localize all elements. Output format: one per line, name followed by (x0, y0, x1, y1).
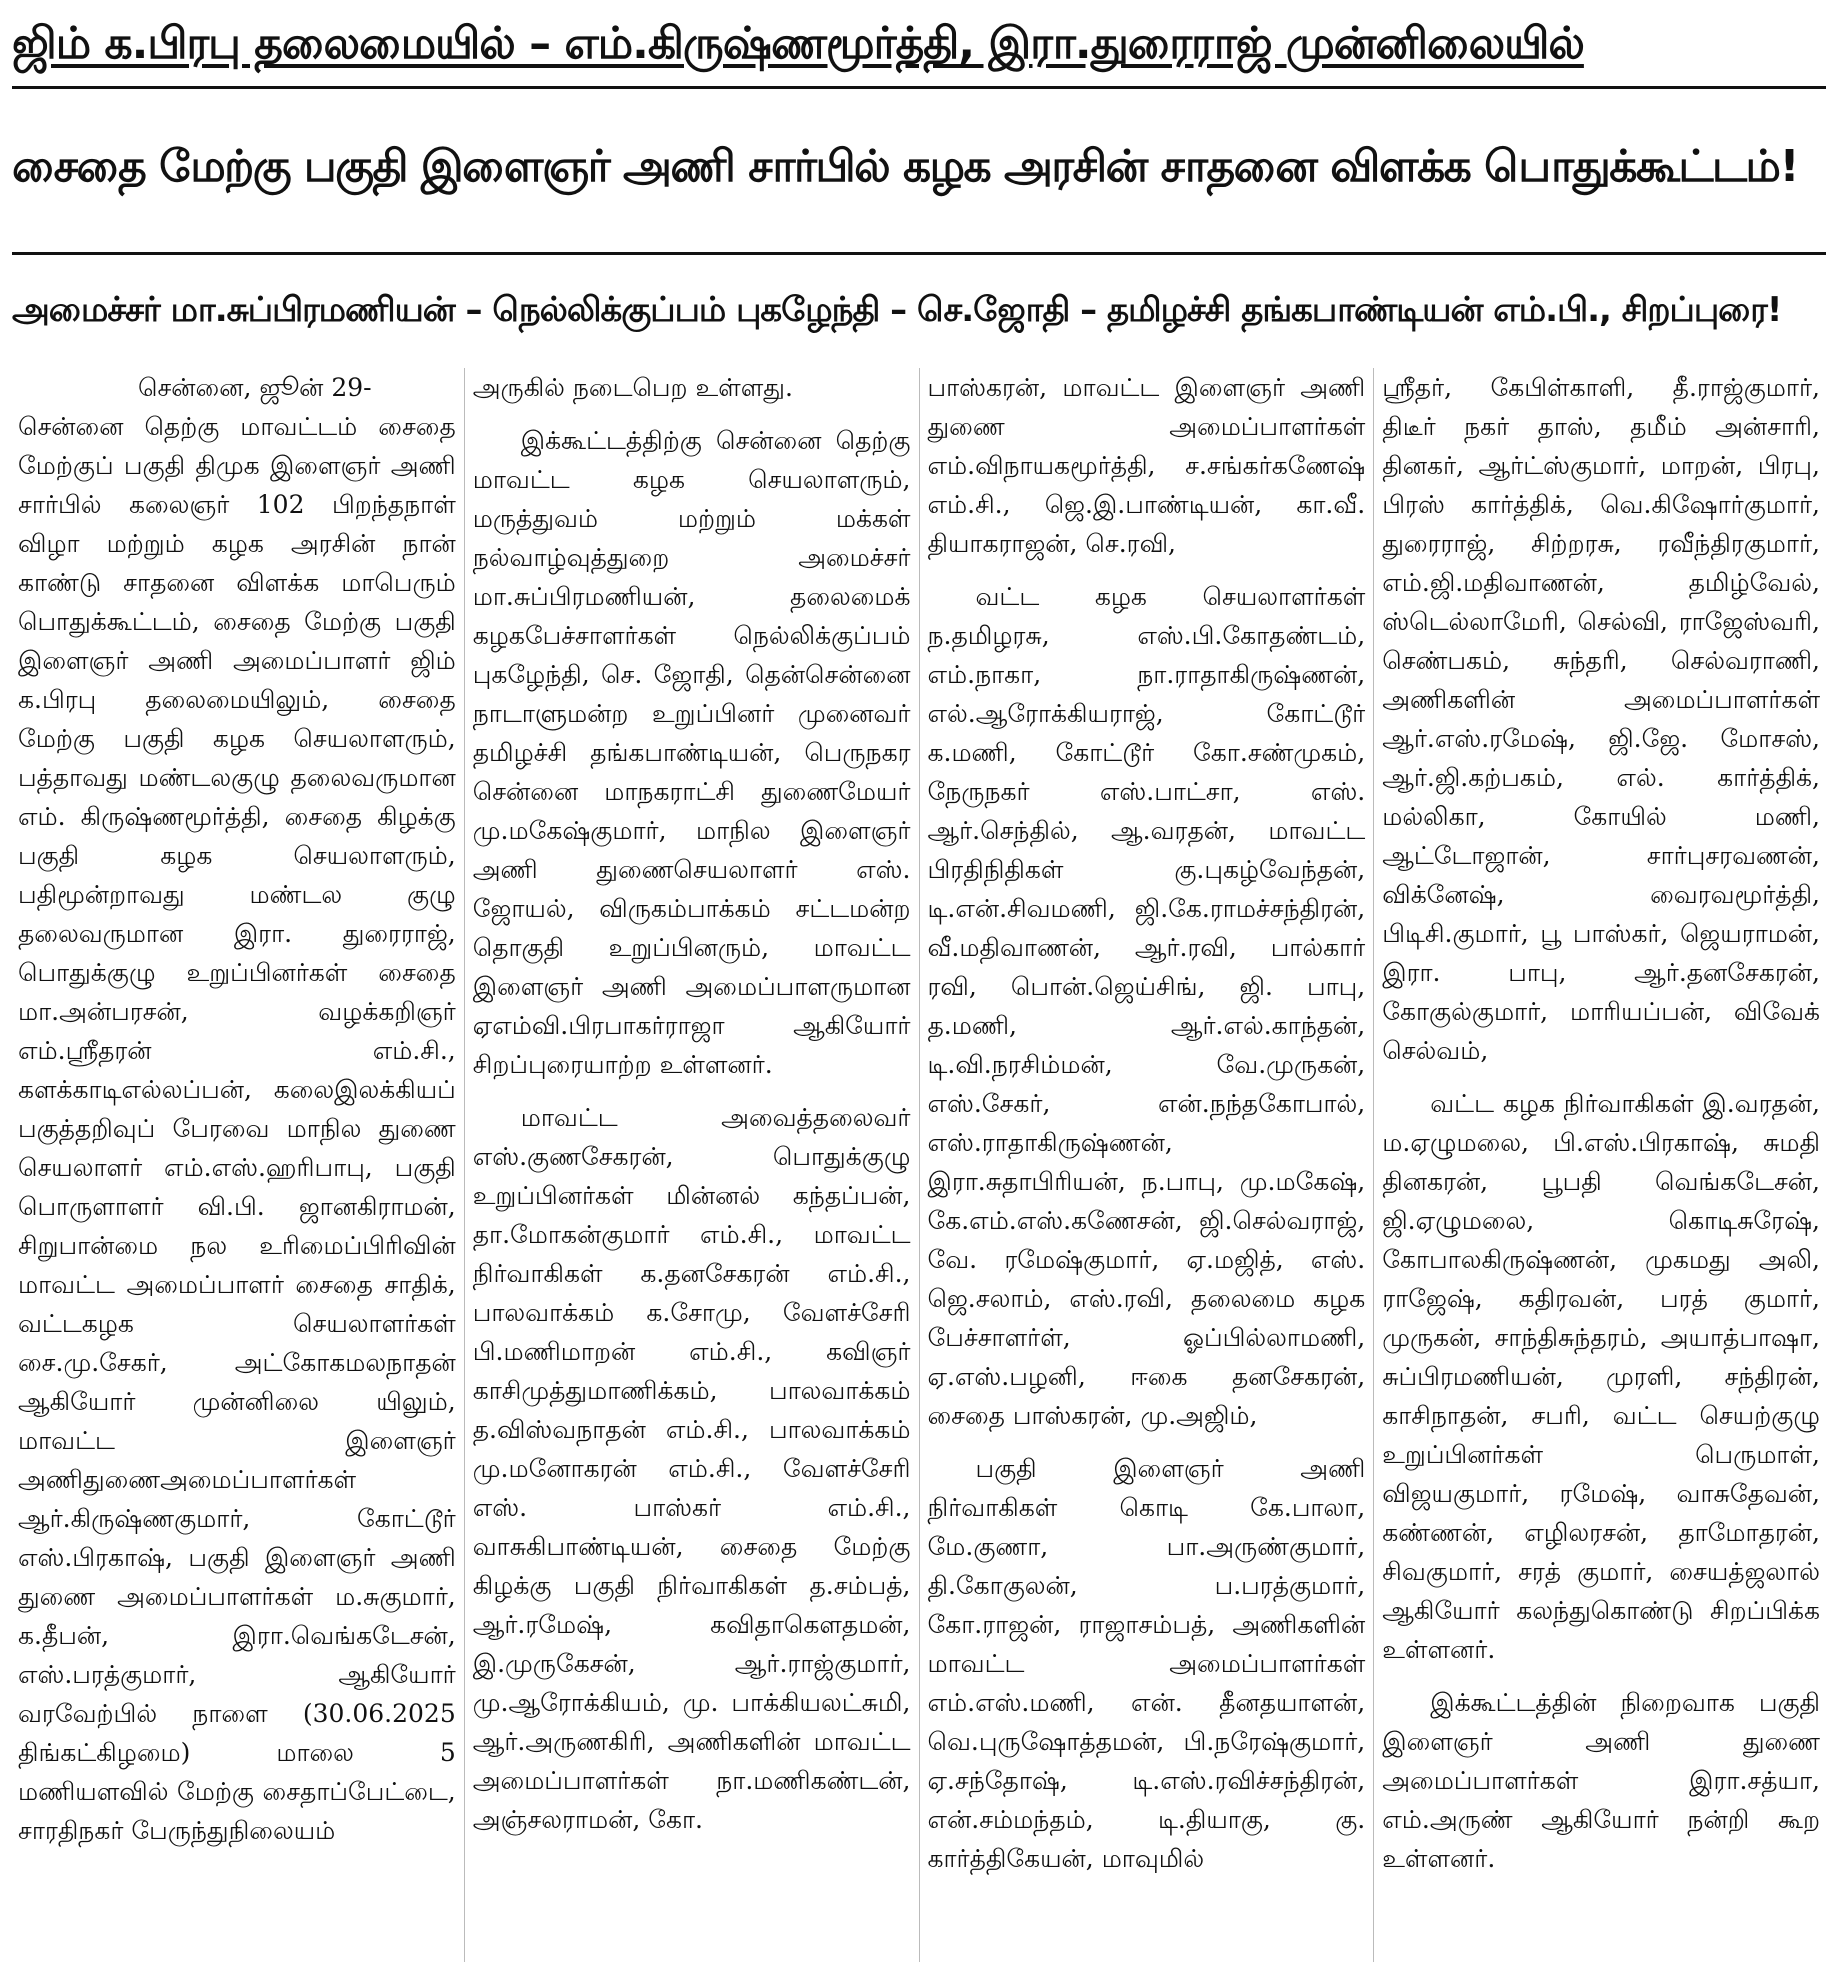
paragraph: ஸ்ரீதர், கேபிள்காளி, தீ.ராஜ்குமார், திடீர் நகர் தாஸ், தமீம் அன்சாரி, தினகர், ஆர்ட்ஸ்குமார், மாறன், பிரபு, பிரஸ் கார்த்திக், வெ.கிஷோர்குமார், துரைராஜ், சிற்றரசு, ரவீந்திரகுமார், எம்.ஜி.மதிவாணன், தமிழ்வேல், ஸ்டெல்லாமேரி, செல்வி, ராஜேஸ்வரி, செண்பகம், சுந்தரி, செல்வராணி, அணிகளின் அமைப்பாளர்கள் ஆர்.எஸ்.ரமேஷ், ஜி.ஜே. மோசஸ், ஆர்.ஜி.கற்பகம், எல். கார்த்திக், மல்லிகா, கோயில் மணி, ஆட்டோஜான், சார்புசரவணன், விக்னேஷ், வைரவமூர்த்தி, பிடிசி.குமார், பூ பாஸ்கர், ஜெயராமன், இரா. பாபு, ஆர்.தனசேகரன், கோகுல்குமார், மாரியப்பன், விவேக் செல்வம், (1382, 373, 1820, 1065)
paragraph: வட்ட கழக செயலாளர்கள் ந.தமிழரசு, எஸ்.பி.கோதண்டம், எம்.நாகா, நா.ராதாகிருஷ்ணன், எல்.ஆரோக்கியராஜ், கோட்டூர் க.மணி, கோட்டூர் கோ.சண்முகம், நேருநகர் எஸ்.பாட்சா, எஸ். ஆர்.செந்தில், ஆ.வரதன், மாவட்ட பிரதிநிதிகள் கு.புகழ்வேந்தன், டி.என்.சிவமணி, ஜி.கே.ராமச்சந்திரன், வீ.மதிவாணன், ஆர்.ரவி, பால்கார் ரவி, பொன்.ஜெய்சிங், ஜி. பாபு, த.மணி, ஆர்.எல்.காந்தன், டி.வி.நரசிம்மன், வே.முருகன், எஸ்.சேகர், என்.நந்தகோபால், எஸ்.ராதாகிருஷ்ணன், இரா.சுதாபிரியன், ந.பாபு, மு.மகேஷ், கே.எம்.எஸ்.கணேசன், ஜி.செல்வராஜ், வே. ரமேஷ்குமார், ஏ.மஜித், எஸ். ஜெ.சலாம், எஸ்.ரவி, தலைமை கழக பேச்சாளர்ள், ஓப்பில்லாமணி, ஏ.எஸ்.பழனி, ஈகை தனசேகரன், சைதை பாஸ்கரன், மு.அஜிம், (927, 582, 1366, 1430)
dateline: சென்னை, ஜூன் 29- (138, 373, 372, 402)
kicker-rule (12, 86, 1826, 89)
paragraph-text: சென்னை தெற்கு மாவட்டம் சைதை மேற்குப் பகுதி திமுக இளைஞர் அணி சார்பில் கலைஞர் 102 பிறந்தநாள் விழா மற்றும் கழக அரசின் நான் காண்டு சாதனை விளக்க மாபெரும் பொதுக்கூட்டம், சைதை மேற்கு பகுதி இளைஞர் அணி அமைப்பாளர் ஜிம் க.பிரபு தலைமையிலும், சைதை மேற்கு பகுதி கழக செயலாளரும், பத்தாவது மண்டலகுழு தலைவருமான எம். கிருஷ்ணமூர்த்தி, சைதை கிழக்கு பகுதி கழக செயலாளரும், பதிமூன்றாவது மண்டல குழு தலைவருமான இரா. துரைராஜ், பொதுக்குழு உறுப்பினர்கள் சைதை மா.அன்பரசன், வழக்கறிஞர் எம்.ஸ்ரீதரன் எம்.சி., களக்காடிஎல்லப்பன், கலைஇலக்கியப் பகுத்தறிவுப் பேரவை மாநில துணை செயலாளர் எம்.எஸ்.ஹரிபாபு, பகுதி பொருளாளர் வி.பி. ஜானகிராமன், சிறுபான்மை நல உரிமைப்பிரிவின் மாவட்ட அமைப்பாளர் சைதை சாதிக், வட்டகழக செயலாளர்கள் சை.மு.சேகர், அட்கோகமலநாதன் ஆகியோர் முன்னிலை யிலும், மாவட்ட இளைஞர் அணிதுணைஅமைப்பாளர்கள் ஆர்.கிருஷ்ணகுமார், கோட்டூர் எஸ்.பிரகாஷ், பகுதி இளைஞர் அணி துணை அமைப்பாளர்கள் ம.சுகுமார், க.தீபன், இரா.வெங்கடேசன், எஸ்.பரத்குமார், ஆகியோர் வரவேற்பில் நாளை (30.06.2025 திங்கட்கிழமை) மாலை 5 மணியளவில் மேற்கு சைதாப்பேட்டை, சாரதிநகர் பேருந்துநிலையம் (18, 412, 456, 1845)
paragraph: இக்கூட்டத்தின் நிறைவாக பகுதி இளைஞர் அணி துணை அமைப்பாளர்கள் இரா.சத்யா, எம்.அருண் ஆகியோர் நன்றி கூற உள்ளனர். (1382, 1688, 1820, 1873)
paragraph: மாவட்ட அவைத்தலைவர் எஸ்.குணசேகரன், பொதுக்குழு உறுப்பினர்கள் மின்னல் கந்தப்பன், தா.மோகன்குமார் எம்.சி., மாவட்ட நிர்வாகிகள் க.தனசேகரன் எம்.சி., பாலவாக்கம் க.சோமு, வேளச்சேரி பி.மணிமாறன் எம்.சி., கவிஞர் காசிமுத்துமாணிக்கம், பாலவாக்கம் த.விஸ்வநாதன் எம்.சி., பாலவாக்கம் மு.மனோகரன் எம்.சி., வேளச்சேரி எஸ். பாஸ்கர் எம்.சி., வாசுகிபாண்டியன், சைதை மேற்கு கிழக்கு பகுதி நிர்வாகிகள் த.சம்பத், ஆர்.ரமேஷ், கவிதாகௌதமன், இ.முருகேசன், ஆர்.ராஜ்குமார், மு.ஆரோக்கியம், மு. பாக்கியலட்சுமி, ஆர்.அருணகிரி, அணிகளின் மாவட்ட அமைப்பாளர்கள் நா.மணிகண்டன், அஞ்சலராமன், கோ. (472, 1103, 911, 1834)
paragraph: இக்கூட்டத்திற்கு சென்னை தெற்கு மாவட்ட கழக செயலாளரும், மருத்துவம் மற்றும் மக்கள் நல்வாழ்வுத்துறை அமைச்சர் மா.சுப்பிரமணியன், தலைமைக் கழகபேச்சாளர்கள் நெல்லிக்குப்பம் புகழேந்தி, செ. ஜோதி, தென்சென்னை நாடாளுமன்ற உறுப்பினர் முனைவர் தமிழச்சி தங்கபாண்டியன், பெருநகர சென்னை மாநகராட்சி துணைமேயர் மு.மகேஷ்குமார், மாநில இளைஞர் அணி துணைசெயலாளர் எஸ். ஜோயல், விருகம்பாக்கம் சட்டமன்ற தொகுதி உறுப்பினரும், மாவட்ட இளைஞர் அணி அமைப்பாளருமான ஏஎம்வி.பிரபாகர்ராஜா ஆகியோர் சிறப்புரையாற்ற உள்ளனர். (472, 426, 911, 1079)
subheadline: அமைச்சர் மா.சுப்பிரமணியன் – நெல்லிக்குப்பம் புகழேந்தி – செ.ஜோதி – தமிழச்சி தங்கபாண்டியன் எம்.பி., சிறப்புரை! (12, 290, 1782, 330)
paragraph: அருகில் நடைபெற உள்ளது. (472, 373, 793, 402)
headline: சைதை மேற்கு பகுதி இளைஞர் அணி சார்பில் கழக அரசின் சாதனை விளக்க பொதுக்கூட்டம்! (12, 141, 1799, 192)
paragraph (18, 368, 456, 1850)
article-body (10, 368, 1828, 1962)
column-3 (920, 368, 1375, 1962)
column-1 (10, 368, 465, 1962)
paragraph: பகுதி இளைஞர் அணி நிர்வாகிகள் கொடி கே.பாலா, மே.குணா, பா.அருண்குமார், தி.கோகுலன், ப.பரத்குமார், கோ.ராஜன், ராஜாசம்பத், அணிகளின் மாவட்ட அமைப்பாளர்கள் எம்.எஸ்.மணி, என். தீனதயாளன், வெ.புருஷோத்தமன், பி.நரேஷ்குமார், ஏ.சந்தோஷ், டி.எஸ்.ரவிச்சந்திரன், என்.சம்மந்தம், டி.தியாகு, கு. கார்த்திகேயன், மாவுமில் (927, 1454, 1366, 1873)
kicker-line: ஜிம் க.பிரபு தலைமையில் – எம்.கிருஷ்ணமூர்த்தி, இரா.துரைராஜ் முன்னிலையில் (12, 18, 1584, 69)
headline-rule (12, 252, 1826, 255)
column-4 (1374, 368, 1828, 1962)
paragraph: வட்ட கழக நிர்வாகிகள் இ.வரதன், ம.ஏழுமலை, பி.எஸ்.பிரகாஷ், சுமதி தினகரன், பூபதி வெங்கடேசன், ஜி.ஏழுமலை, கொடிசுரேஷ், கோபாலகிருஷ்ணன், முகமது அலி, ராஜேஷ், கதிரவன், பரத் குமார், முருகன், சாந்திசுந்தரம், அயாத்பாஷா, சுப்பிரமணியன், முரளி, சந்திரன், காசிநாதன், சபரி, வட்ட செயற்குழு உறுப்பினர்கள் பெருமாள், விஜயகுமார், ரமேஷ், வாசுதேவன், கண்ணன், எழிலரசன், தாமோதரன், சிவகுமார், சரத் குமார், சையத்ஜலால் ஆகியோர் கலந்துகொண்டு சிறப்பிக்க உள்ளனர். (1382, 1089, 1820, 1664)
column-2 (465, 368, 920, 1962)
paragraph: பாஸ்கரன், மாவட்ட இளைஞர் அணி துணை அமைப்பாளர்கள் எம்.விநாயகமூர்த்தி, ச.சங்கர்கணேஷ் எம்.சி., ஜெ.இ.பாண்டியன், கா.வீ. தியாகராஜன், செ.ரவி, (927, 373, 1366, 558)
